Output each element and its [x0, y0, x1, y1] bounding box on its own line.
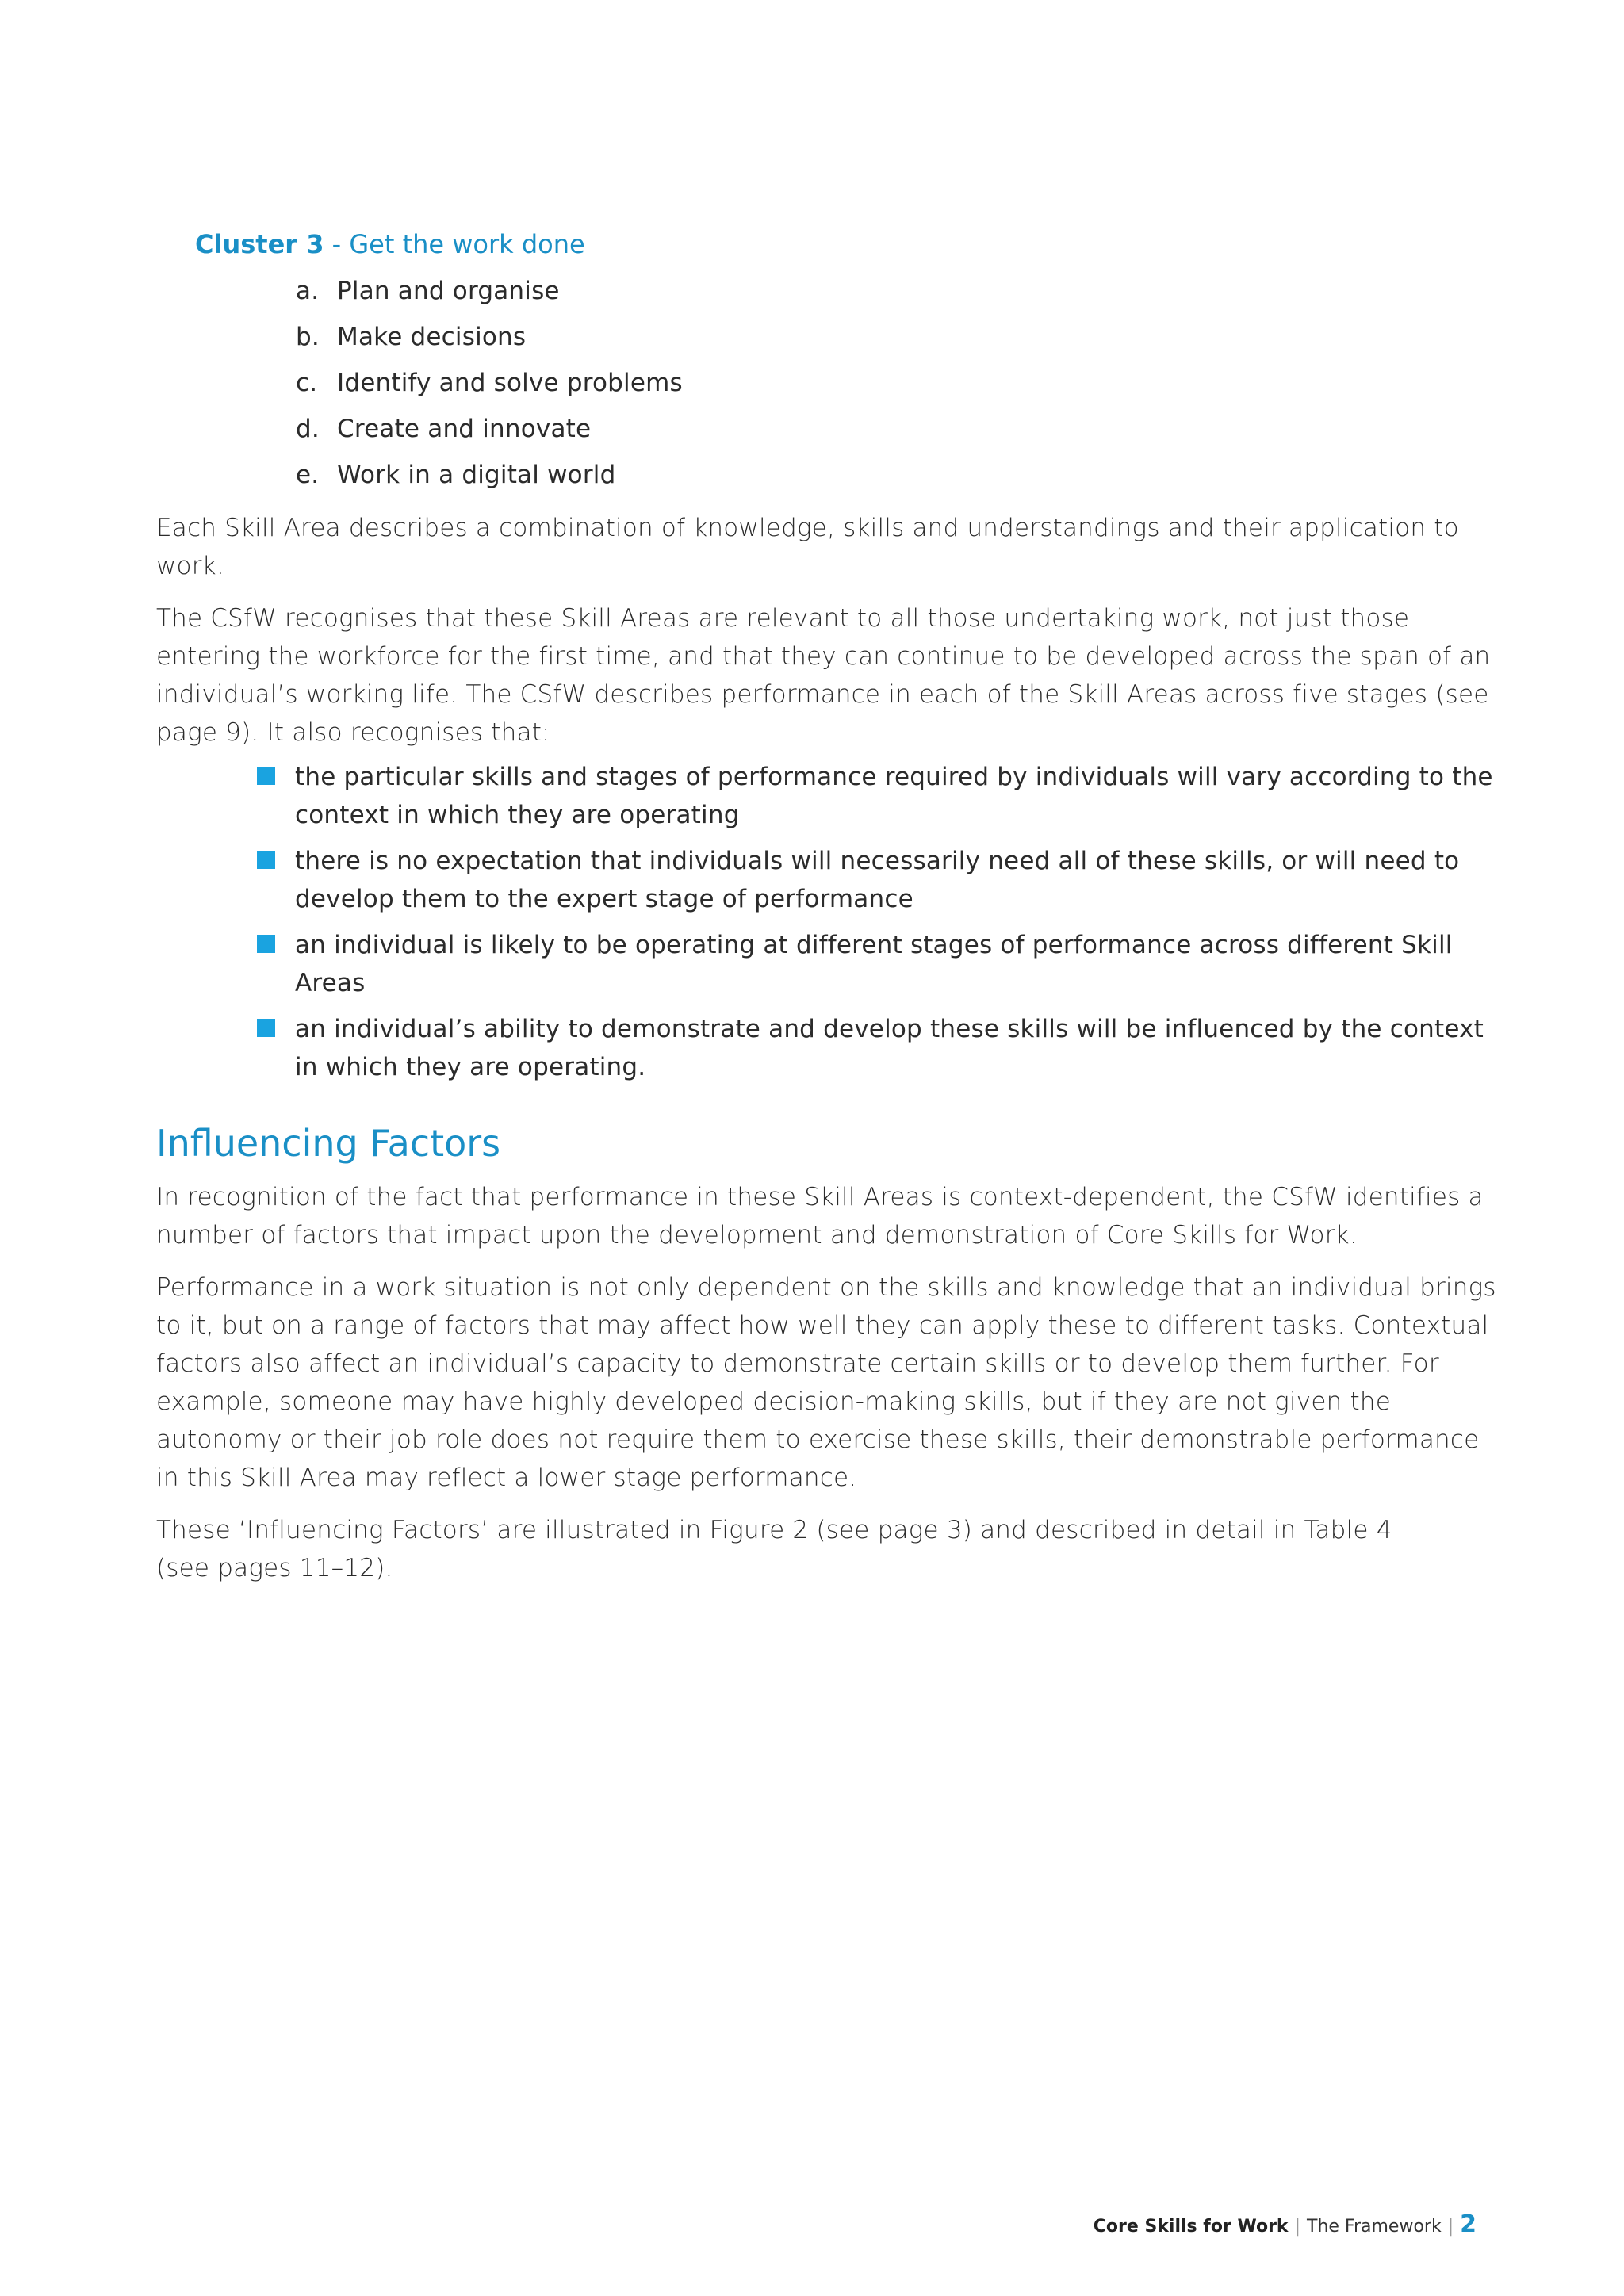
figure-reference-line-2: (see pages 11–12). — [156, 1554, 393, 1582]
list-marker: e. — [296, 461, 320, 489]
list-item-text: Make decisions — [337, 323, 527, 351]
paragraph-performance-context: Performance in a work situation is not only dependent on the skills and knowledge that an individual brings to it, but on a range of factors that may affect how well they can apply these to different tasks. Contextual factors also affect an individual’s capacity to demonstrate certain skills or to develop them further. For example, someone may have highly developed decision-making skills, but if they are not given the autonomy or their job role does not require them to exercise these skills, their demonstrable performance in this Skill Area may reflect a lower stage performance. — [156, 1273, 1496, 1492]
list-item — [296, 314, 1496, 360]
cluster-separator: - — [324, 229, 350, 259]
list-item — [296, 268, 1496, 314]
list-item-text: Create and innovate — [337, 415, 592, 443]
recognition-bullet-list — [156, 758, 1496, 1086]
paragraph-skill-area: Each Skill Area describes a combination of knowledge, skills and understandings and their application to work. — [156, 514, 1459, 580]
footer-document-title: Core Skills for Work — [1093, 2217, 1289, 2237]
square-bullet-icon — [257, 935, 275, 953]
list-marker: d. — [296, 415, 320, 443]
list-item — [296, 452, 1496, 498]
page-footer — [1094, 2212, 1477, 2240]
cluster-title: Get the work done — [349, 229, 585, 259]
list-marker: a. — [296, 277, 320, 305]
page-content — [156, 225, 1496, 1601]
footer-page-number: 2 — [1460, 2210, 1477, 2238]
list-item-text: Identify and solve problems — [337, 369, 683, 397]
bullet-text: there is no expectation that individuals will necessarily need all of these skills, or will need to develop them to the expert stage of performance — [295, 847, 1460, 913]
list-item-text: Plan and organise — [337, 277, 560, 305]
list-item-text: Work in a digital world — [337, 461, 616, 489]
footer-separator: | — [1294, 2217, 1300, 2237]
list-item — [257, 758, 1496, 834]
cluster-skill-list — [156, 268, 1496, 498]
footer-section-title: The Framework — [1307, 2217, 1442, 2237]
cluster-heading — [195, 225, 1496, 263]
list-item — [257, 1010, 1496, 1086]
square-bullet-icon — [257, 851, 275, 869]
section-heading-influencing-factors: Influencing Factors — [156, 1122, 501, 1165]
paragraph-influencing-recognition: In recognition of the fact that performance in these Skill Areas is context-dependent, the CSfW identifies a number of factors that impact upon the development and demonstration of Core Skills for Work. — [156, 1183, 1484, 1249]
cluster-label: Cluster 3 — [195, 229, 324, 259]
bullet-text: the particular skills and stages of performance required by individuals will vary according to the context in which they are operating — [295, 763, 1493, 829]
paragraph-csfw-recognises: The CSfW recognises that these Skill Areas are relevant to all those undertaking work, not just those entering the workforce for the first time, and that they can continue to be developed across the span of an individual’s working life. The CSfW describes performance in each of the Skill Areas across five stages (see page 9). It also recognises that: — [156, 604, 1491, 747]
paragraph-figure-reference — [156, 1511, 1496, 1587]
list-item — [296, 360, 1496, 406]
list-item — [257, 842, 1496, 918]
footer-separator: | — [1447, 2217, 1454, 2237]
square-bullet-icon — [257, 767, 275, 785]
list-item — [257, 926, 1496, 1002]
figure-reference-line-1: These ‘Influencing Factors’ are illustrated in Figure 2 (see page 3) and described in detail in Table 4 — [156, 1516, 1392, 1544]
square-bullet-icon — [257, 1019, 275, 1037]
list-item — [296, 406, 1496, 452]
bullet-text: an individual is likely to be operating at different stages of performance across different Skill Areas — [295, 931, 1453, 997]
bullet-text: an individual’s ability to demonstrate and develop these skills will be influenced by the context in which they are operating. — [295, 1015, 1484, 1081]
list-marker: b. — [296, 323, 320, 351]
list-marker: c. — [296, 369, 318, 397]
